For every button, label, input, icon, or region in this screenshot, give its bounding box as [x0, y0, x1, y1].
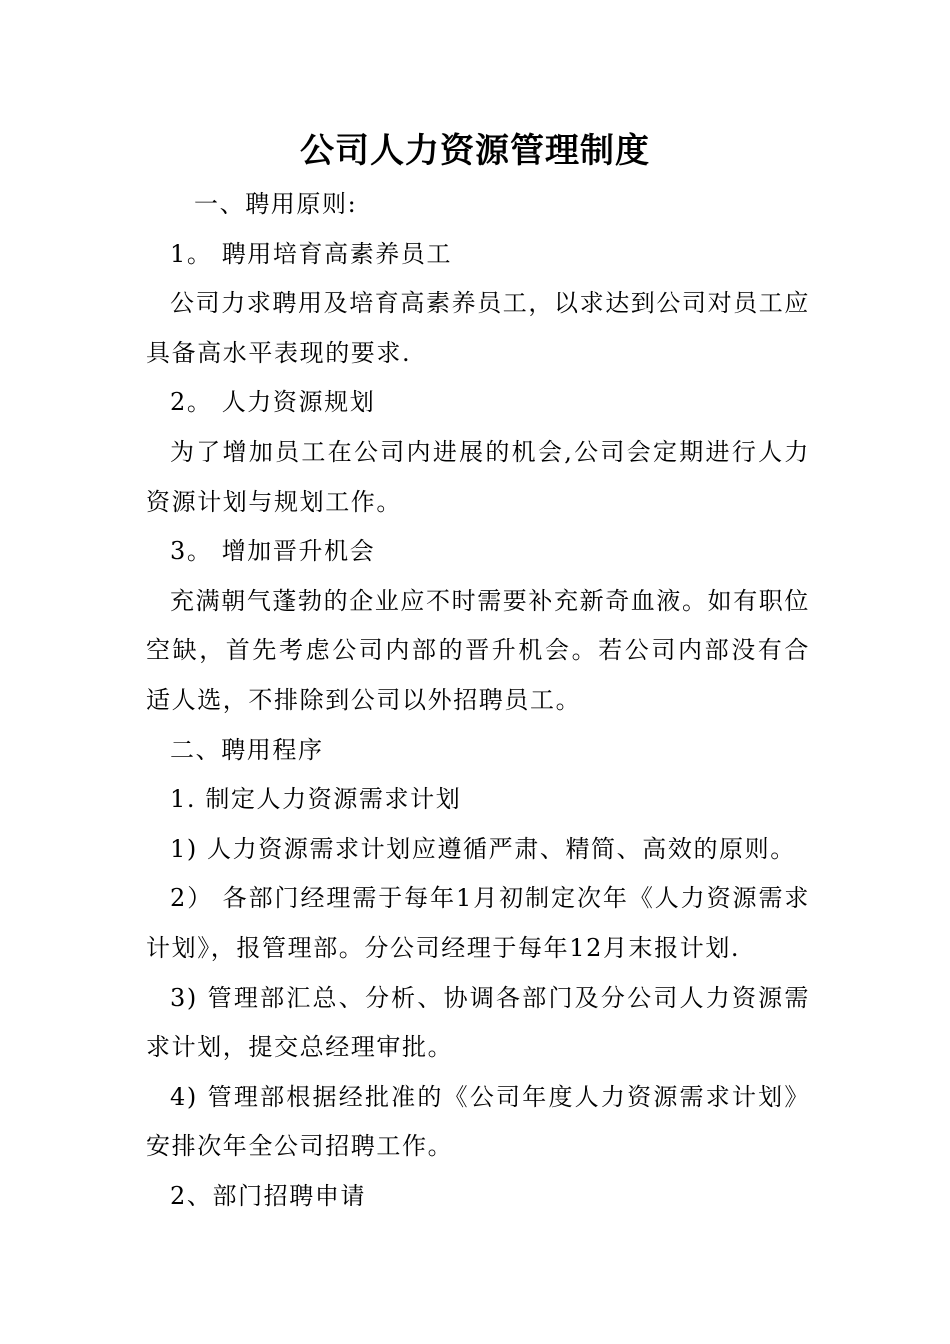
body-paragraph: 为了增加员工在公司内进展的机会,公司会定期进行人力资源计划与规划工作。	[146, 437, 810, 516]
body-paragraph: 3) 管理部汇总、分析、协调各部门及分公司人力资源需求计划，提交总经理审批。	[146, 983, 810, 1062]
item-heading: 1. 制定人力资源需求计划	[170, 785, 462, 814]
section-heading-hiring-procedure: 二、聘用程序	[170, 735, 324, 764]
body-paragraph: 充满朝气蓬勃的企业应不时需要补充新奇血液。如有职位空缺，首先考虑公司内部的晋升机会。若公司内部没有合适人选，不排除到公司以外招聘员工。	[146, 586, 810, 714]
body-paragraph: 2） 各部门经理需于每年1月初制定次年《人力资源需求计划》，报管理部。分公司经理于每年12月末报计划.	[146, 884, 810, 962]
body-paragraph: 4) 管理部根据经批准的《公司年度人力资源需求计划》安排次年全公司招聘工作。	[146, 1082, 810, 1161]
item-heading: 2。 人力资源规划	[170, 388, 376, 417]
document-body	[146, 180, 810, 1221]
item-heading: 1。 聘用培育高素养员工	[170, 239, 453, 268]
item-heading: 2、部门招聘申请	[170, 1181, 367, 1210]
item-heading: 3。 增加晋升机会	[170, 537, 376, 566]
section-heading-hiring-principles: 一、聘用原则:	[194, 190, 358, 218]
document-title: 公司人力资源管理制度	[300, 131, 650, 171]
body-paragraph: 1) 人力资源需求计划应遵循严肃、精简、高效的原则。	[170, 834, 796, 863]
body-paragraph: 公司力求聘用及培育高素养员工，以求达到公司对员工应具备高水平表现的要求.	[146, 289, 810, 367]
